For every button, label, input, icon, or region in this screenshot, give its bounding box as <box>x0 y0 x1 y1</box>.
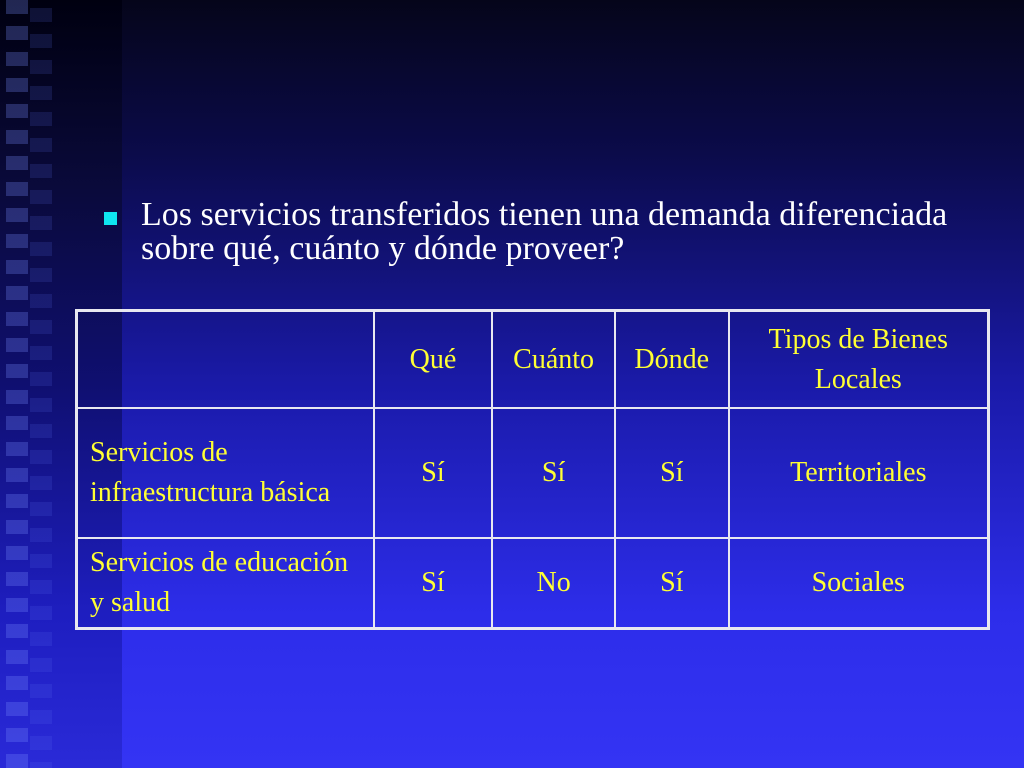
services-table <box>75 309 990 630</box>
table-row <box>77 538 989 629</box>
table-cell: Sí <box>492 408 615 538</box>
table-row <box>77 408 989 538</box>
header-cell-empty <box>77 311 374 409</box>
bullet-text: Los servicios transferidos tienen una demanda diferenciada sobre qué, cuánto y dónde proveer? <box>141 196 948 267</box>
row-label-cell: Servicios de infraestructura básica <box>77 408 374 538</box>
table-header-row <box>77 311 989 409</box>
table-cell: Sí <box>615 408 729 538</box>
header-cell-cuanto: Cuánto <box>492 311 615 409</box>
side-checker-pattern <box>6 0 28 768</box>
bullet-square-icon <box>104 212 117 225</box>
table-cell: Sociales <box>729 538 989 629</box>
header-cell-que: Qué <box>374 311 493 409</box>
side-checker-pattern-faint <box>30 8 52 768</box>
table-cell: Territoriales <box>729 408 989 538</box>
table-cell: Sí <box>374 538 493 629</box>
header-cell-donde: Dónde <box>615 311 729 409</box>
row-label-cell: Servicios de educación y salud <box>77 538 374 629</box>
table-cell: Sí <box>615 538 729 629</box>
bullet-point <box>104 198 984 266</box>
table-cell: No <box>492 538 615 629</box>
table-cell: Sí <box>374 408 493 538</box>
header-cell-tipos-bienes: Tipos de Bienes Locales <box>729 311 989 409</box>
